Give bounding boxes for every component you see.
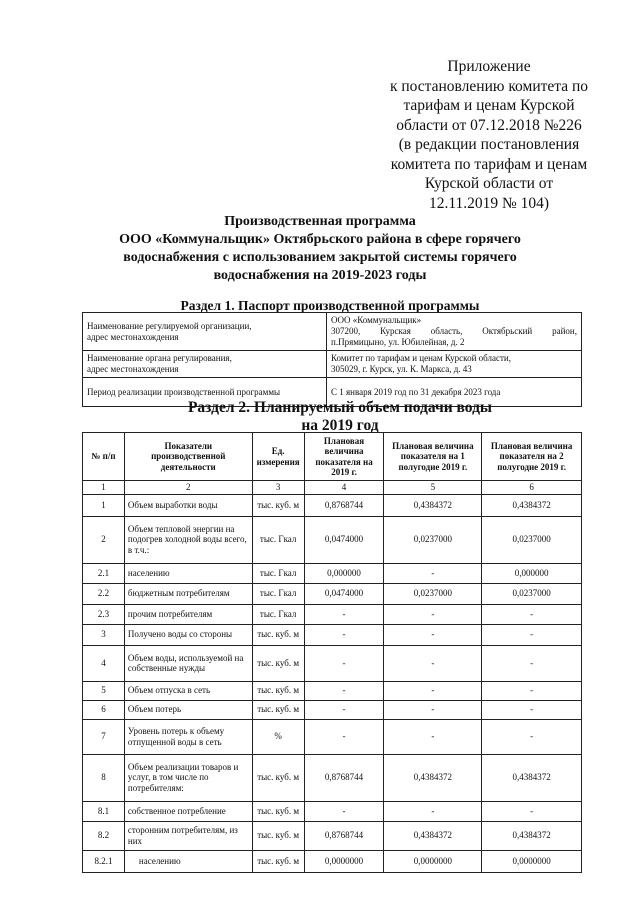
table-row [83,563,582,583]
row-plan-h2: 0,0000000 [482,850,582,872]
passport-value-line: С 1 января 2019 год по 31 декабря 2023 года [331,386,501,397]
header-indicator: Показатели производственной деятельности [124,433,252,481]
header-num: № п/п [83,433,125,481]
row-unit: тыс. куб. м [252,754,304,801]
row-plan-h2: 0,4384372 [482,754,582,801]
row-unit: тыс. Гкал [252,604,304,624]
appendix-note [378,57,600,213]
row-plan-2019: 0,000000 [304,563,384,583]
passport-row [83,351,582,378]
table-row [83,719,582,754]
row-indicator: Объем потерь [124,700,252,719]
passport-value-line: 307200, Курская область, Октябрьский район, [331,326,577,336]
table-row [83,754,582,801]
row-num: 8 [83,754,125,801]
section2-title [80,399,600,435]
row-plan-h2: - [482,604,582,624]
table-row [83,624,582,645]
row-plan-h1: 0,4384372 [384,821,482,850]
table-row [83,645,582,681]
title-line: ООО «Коммунальщик» Октябрьского района в сфере горячего [119,232,521,247]
header-plan-h1: Плановая величина показателя на 1 полугодие 2019 г. [384,433,482,481]
row-num: 7 [83,719,125,754]
header-plan-h2: Плановая величина показателя на 2 полугодие 2019 г. [482,433,582,481]
row-num: 2.3 [83,604,125,624]
row-num: 2.1 [83,563,125,583]
row-unit: тыс. куб. м [252,681,304,700]
row-plan-h1: 0,0000000 [384,850,482,872]
passport-label-line: Период реализации производственной программы [87,386,281,397]
row-unit: тыс. куб. м [252,801,304,821]
row-plan-2019: - [304,645,384,681]
row-plan-h1: - [384,700,482,719]
passport-row [83,313,582,351]
table-row [83,604,582,624]
passport-label-line: Наименование регулируемой организации, [87,320,252,331]
row-plan-2019: - [304,801,384,821]
row-plan-h2: - [482,681,582,700]
appendix-line: (в редакции постановления [398,136,580,153]
row-unit: тыс. куб. м [252,624,304,645]
passport-label-line: Наименование органа регулирования, [87,353,232,363]
column-number: 3 [252,481,304,495]
row-plan-2019: - [304,719,384,754]
row-indicator: собственное потребление [124,801,252,821]
column-number: 5 [384,481,482,495]
row-indicator: Объем воды, используемой на собственные нужды [124,645,252,681]
row-plan-h2: 0,0237000 [482,516,582,563]
appendix-line: к постановлению комитета по [389,77,589,95]
row-plan-h2: - [482,624,582,645]
title-line: водоснабжения с использованием закрытой системы горячего [123,250,517,265]
table-row [83,700,582,719]
row-plan-h2: - [482,645,582,681]
row-plan-2019: - [304,604,384,624]
column-number: 1 [83,481,125,495]
column-number: 6 [482,481,582,495]
table-row [83,801,582,821]
row-plan-h2: - [482,801,582,821]
row-unit: тыс. куб. м [252,821,304,850]
row-indicator: Объем выработки воды [124,494,252,516]
row-plan-h2: 0,000000 [482,563,582,583]
row-unit: тыс. Гкал [252,563,304,583]
plan-header-row [83,433,582,481]
row-plan-h1: 0,0237000 [384,583,482,604]
row-plan-2019: 0,0474000 [304,583,384,604]
passport-value-line: Комитет по тарифам и ценам Курской области, [331,353,511,363]
row-plan-2019: 0,8768744 [304,754,384,801]
row-plan-h1: - [384,563,482,583]
table-row [83,821,582,850]
row-indicator: населению [124,850,252,872]
row-plan-h2: - [482,700,582,719]
plan-table-body [83,494,582,872]
column-number-row [83,481,582,495]
row-plan-h1: 0,4384372 [384,754,482,801]
row-plan-h2: 0,0237000 [482,583,582,604]
row-num: 5 [83,681,125,700]
row-num: 3 [83,624,125,645]
row-plan-h1: - [384,719,482,754]
column-number: 2 [124,481,252,495]
row-plan-2019: - [304,681,384,700]
row-plan-2019: 0,8768744 [304,821,384,850]
row-plan-h2: 0,4384372 [482,821,582,850]
title-line: водоснабжения на 2019-2023 годы [213,268,427,283]
document-title [60,213,580,285]
row-plan-h2: - [482,719,582,754]
row-plan-2019: - [304,700,384,719]
row-plan-h1: - [384,681,482,700]
passport-label-line: адрес местонахождения [87,331,179,342]
plan-table [82,432,582,873]
row-unit: тыс. куб. м [252,494,304,516]
passport-value [327,351,582,378]
row-plan-2019: 0,0474000 [304,516,384,563]
row-plan-h1: 0,0237000 [384,516,482,563]
row-plan-2019: - [304,624,384,645]
passport-label [83,351,327,378]
passport-value [327,313,582,351]
appendix-line: комитета по тарифам и ценам [390,155,588,173]
header-plan-2019: Плановая величина показателя на 2019 г. [304,433,384,481]
passport-value-line: ООО «Коммунальщик» [331,315,422,325]
appendix-line: тарифам и ценам Курской [403,97,575,114]
row-plan-h1: - [384,801,482,821]
row-indicator: Получено воды со стороны [124,624,252,645]
row-num: 1 [83,494,125,516]
row-unit: тыс. Гкал [252,516,304,563]
row-plan-2019: 0,0000000 [304,850,384,872]
row-num: 8.2 [83,821,125,850]
row-indicator: Объем отпуска в сеть [124,681,252,700]
row-num: 4 [83,645,125,681]
column-number: 4 [304,481,384,495]
section2-title-line: Раздел 2. Планируемый объем подачи воды [187,399,493,416]
table-row [83,850,582,872]
passport-label [83,313,327,351]
row-indicator: сторонним потребителям, из них [124,821,252,850]
row-indicator: прочим потребителям [124,604,252,624]
row-plan-2019: 0,8768744 [304,494,384,516]
appendix-line: Приложение [447,58,531,75]
title-line: Производственная программа [224,214,416,229]
row-unit: % [252,719,304,754]
row-num: 8.1 [83,801,125,821]
row-indicator: бюджетным потребителям [124,583,252,604]
table-row [83,583,582,604]
row-indicator: Объем тепловой энергии на подогрев холодной воды всего, в т.ч.: [124,516,252,563]
passport-value-line: п.Прямицыно, ул. Юбилейная, д. 2 [331,337,465,347]
row-plan-h1: - [384,624,482,645]
row-unit: тыс. куб. м [252,850,304,872]
appendix-line: области от 07.12.2018 №226 [396,116,582,134]
section1-title: Раздел 1. Паспорт производственной программы [180,298,480,313]
table-row [83,516,582,563]
row-num: 6 [83,700,125,719]
header-unit: Ед. измерения [252,433,304,481]
row-num: 2.2 [83,583,125,604]
row-num: 2 [83,516,125,563]
passport-table [82,312,582,407]
table-row [83,494,582,516]
appendix-line: 12.11.2019 № 104) [428,194,550,212]
row-plan-h1: - [384,604,482,624]
row-plan-h1: 0,4384372 [384,494,482,516]
row-indicator: Уровень потерь к объему отпущенной воды в сеть [124,719,252,754]
section2-title-line: на 2019 год [301,417,379,434]
row-indicator: Объем реализации товаров и услуг, в том числе по потребителям: [124,754,252,801]
row-unit: тыс. Гкал [252,583,304,604]
row-unit: тыс. куб. м [252,645,304,681]
row-plan-h2: 0,4384372 [482,494,582,516]
passport-value-line: 305029, г. Курск, ул. К. Маркса, д. 43 [331,364,472,374]
appendix-line: Курской области от [424,175,554,192]
table-row [83,681,582,700]
row-unit: тыс. куб. м [252,700,304,719]
row-indicator: населению [124,563,252,583]
row-plan-h1: - [384,645,482,681]
passport-label-line: адрес местонахождения [87,364,179,374]
row-num: 8.2.1 [83,850,125,872]
